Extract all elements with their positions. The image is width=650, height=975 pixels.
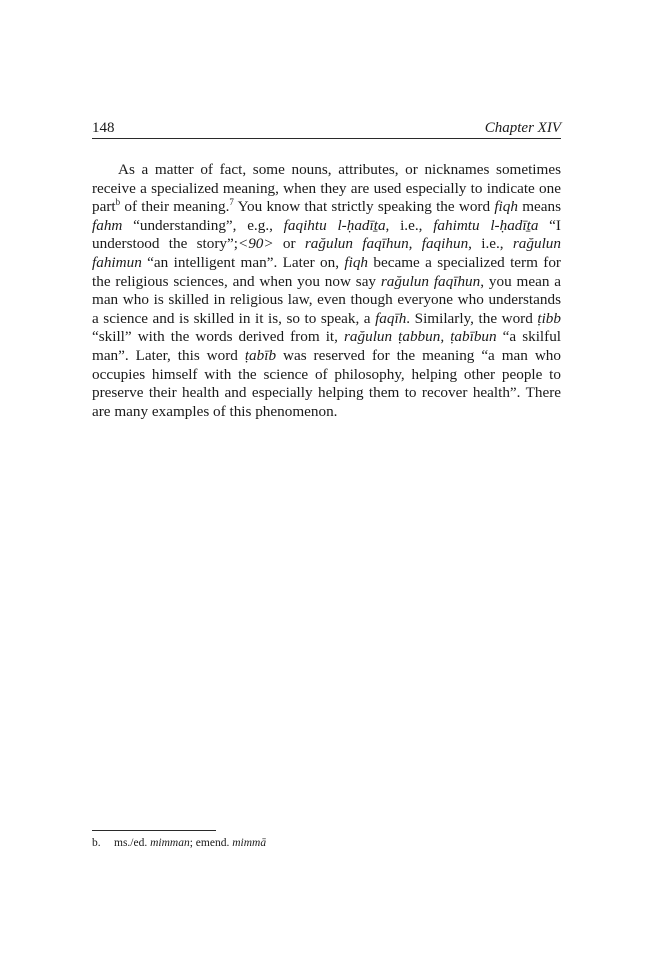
body-italic-term: rağulun faqīhun xyxy=(380,272,481,290)
body-text-run: of their meaning. xyxy=(120,198,230,216)
footnote-label: b. xyxy=(92,837,101,849)
body-text-run: “skill” with the words derived from it, xyxy=(92,328,344,346)
body-text-run: was reserved for the meaning “a man who occupies himself with the science of philosophy, helping other people to preserve their health and especially helping them to recover health”. There are many examples of this phenomenon. xyxy=(92,346,561,420)
header-rule xyxy=(92,138,561,139)
body-italic-term: ṭabīb xyxy=(244,346,277,364)
body-text-run: , i.e., xyxy=(468,235,513,253)
page-number: 148 xyxy=(92,120,115,136)
footnote-rule xyxy=(92,830,216,831)
body-text-run: “understanding”, e.g., xyxy=(122,216,284,234)
footnote-italic-term: mimman xyxy=(150,837,190,849)
body-italic-term: rağulun faqīhun, faqihun xyxy=(304,235,469,253)
body-italic-term: rağulun fahimun xyxy=(92,235,561,271)
footnote xyxy=(92,836,266,851)
body-italic-term: fiqh xyxy=(494,198,518,216)
body-italic-term: faqihtu l-ḥadīṯa xyxy=(283,216,386,234)
body-text-run: , i.e., xyxy=(385,216,434,234)
footnote-text-run: ; emend. xyxy=(189,837,233,849)
body-italic-term: fahm xyxy=(92,216,123,234)
footnote-text xyxy=(114,837,266,849)
body-text-run: “I understood the story”; xyxy=(92,216,561,253)
running-header xyxy=(92,118,561,138)
body-italic-term: ṭibb xyxy=(537,309,561,327)
footnote-italic-term: mimmā xyxy=(232,837,267,849)
body-text-run: “an intelligent man”. Later on, xyxy=(141,253,345,271)
body-footnote-marker: b xyxy=(115,197,121,208)
body-italic-term: rağulun ṭabbun, ṭabībun xyxy=(344,328,497,346)
body-text-run: , you mean a man who is skilled in religious law, even though everyone who understands a science and is skilled in it is, so to speak, a xyxy=(92,272,561,327)
body-text-run: As a matter of fact, some nouns, attributes, or nicknames sometimes receive a specialized meaning, when they are used especially to indicate one part xyxy=(92,161,561,216)
body-footnote-marker: 7 xyxy=(229,197,234,208)
body-text-run: You know that strictly speaking the word xyxy=(233,198,495,216)
body-italic-term: faqīh xyxy=(375,309,407,327)
body-text-run: or xyxy=(273,235,305,253)
body-italic-term: fiqh xyxy=(344,253,369,271)
body-text-run: “a skilful man”. Later, this word xyxy=(92,328,562,364)
body-text-run: . Similarly, the word xyxy=(406,309,538,327)
body-italic-term: fahimtu l-ḥadīṯa xyxy=(433,216,539,234)
footnote-text-run: ms./ed. xyxy=(114,837,151,849)
body-paragraph xyxy=(92,161,561,421)
chapter-title: Chapter XIV xyxy=(484,120,561,136)
body-italic-term: <90> xyxy=(237,235,274,253)
body-text-run: means xyxy=(517,198,561,216)
body-text-run: became a specialized term for the religious sciences, and when you now say xyxy=(92,253,561,290)
